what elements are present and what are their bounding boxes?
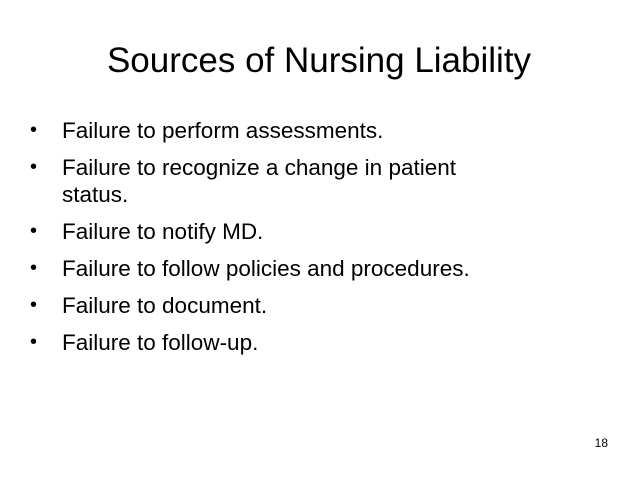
bullet-icon: • (30, 257, 38, 279)
bullet-text: Failure to notify MD. (62, 219, 264, 244)
bullet-icon: • (30, 220, 38, 242)
bullet-item (30, 218, 620, 245)
bullet-text-continuation: status. (62, 182, 129, 207)
bullet-item (30, 117, 620, 144)
bullet-icon: • (30, 331, 38, 353)
bullet-text: Failure to follow-up. (62, 330, 259, 355)
bullet-text: Failure to follow policies and procedures. (62, 256, 470, 281)
bullet-item (30, 255, 620, 282)
bullet-text: Failure to recognize a change in patient (62, 155, 457, 180)
bullet-item (30, 154, 620, 208)
slide-title: Sources of Nursing Liability (106, 41, 532, 80)
bullet-text: Failure to perform assessments. (62, 118, 384, 143)
bullet-item (30, 329, 620, 356)
bullet-text: Failure to document. (62, 293, 268, 318)
bullet-icon: • (30, 119, 38, 141)
bullet-list (30, 117, 620, 366)
bullet-icon: • (30, 156, 38, 178)
bullet-item (30, 292, 620, 319)
bullet-icon: • (30, 294, 38, 316)
slide-number: 18 (594, 436, 608, 450)
